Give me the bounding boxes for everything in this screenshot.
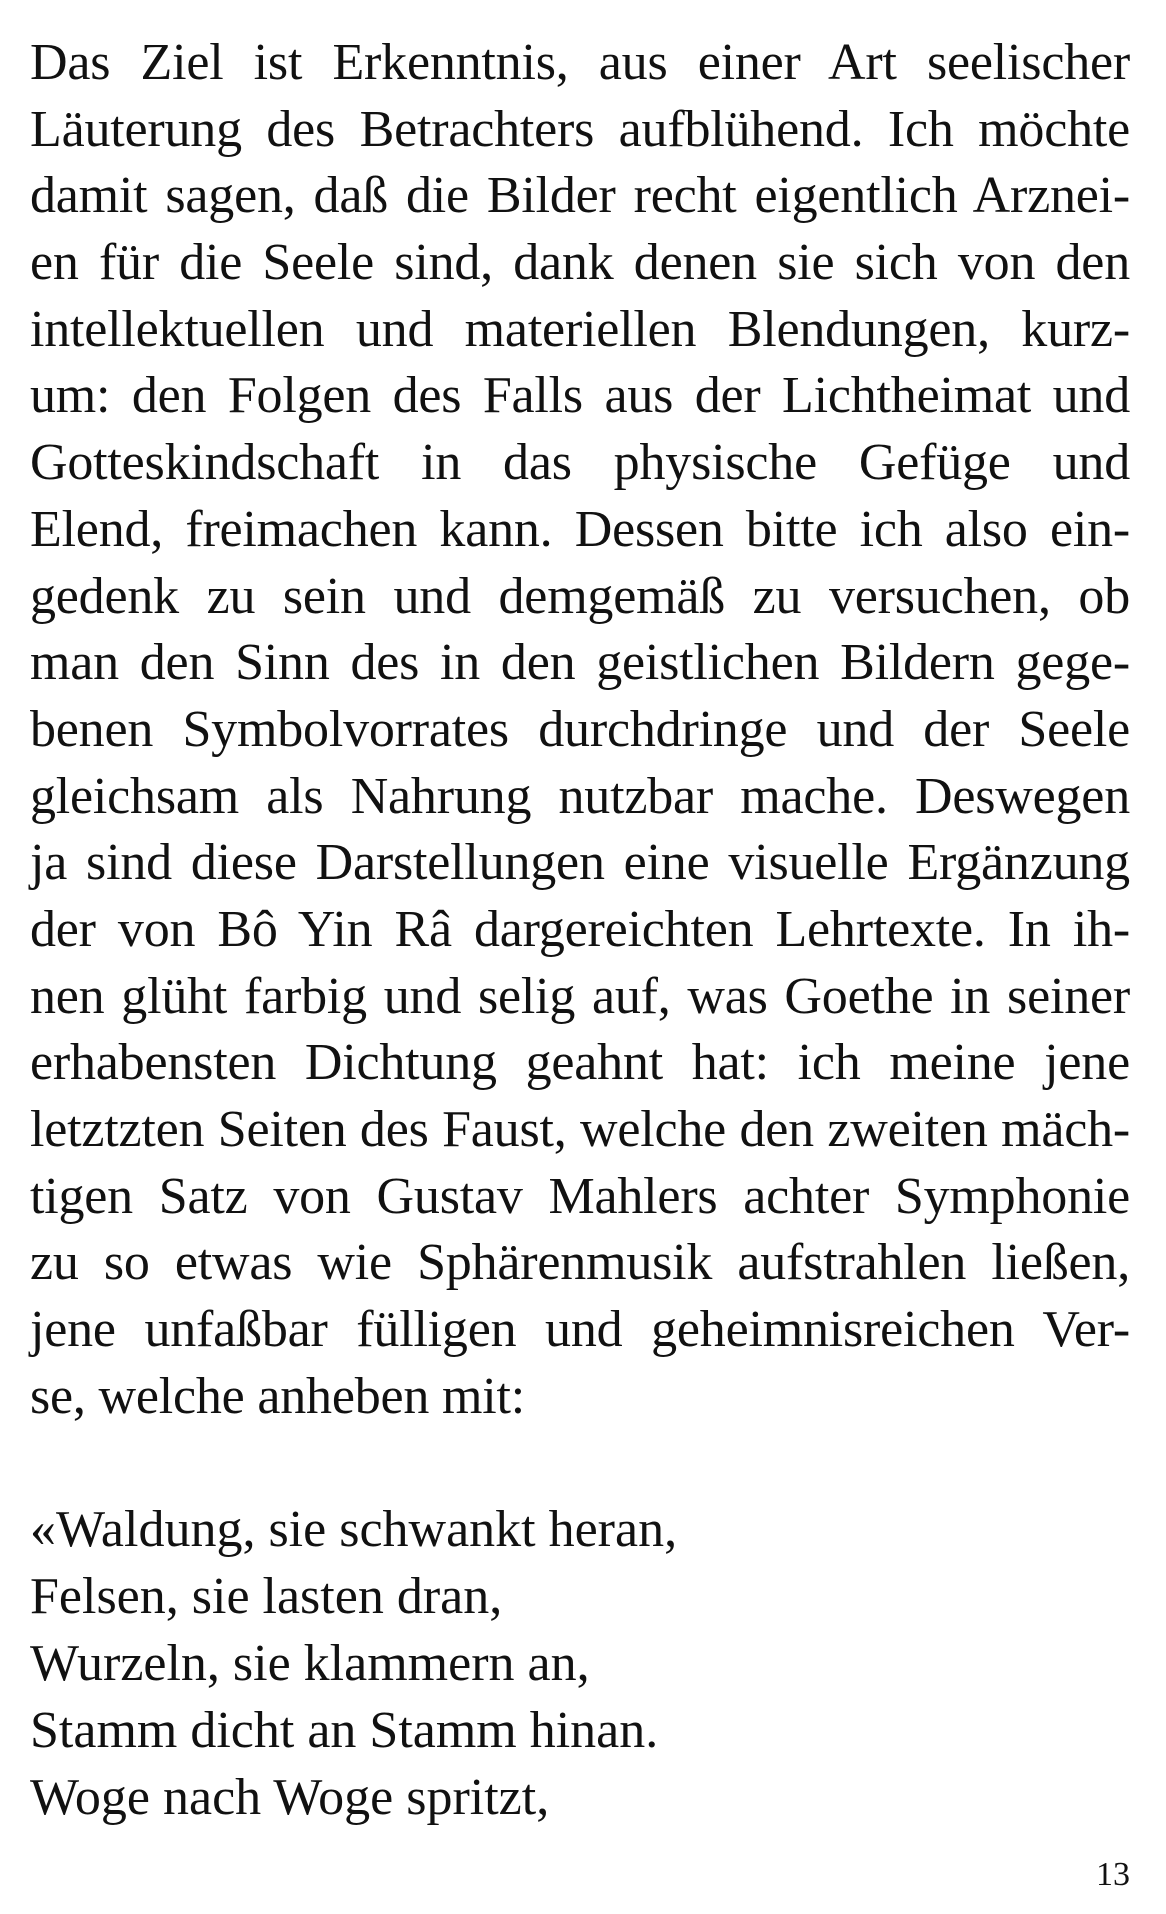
verse-line: Woge nach Woge spritzt, xyxy=(30,1769,550,1826)
paragraph-line: gedenk zu sein und demgemäß zu versuchen, ob xyxy=(30,567,1130,625)
paragraph-line: man den Sinn des in den geistlichen Bildern gege- xyxy=(30,634,1130,692)
paragraph-line: Elend, freimachen kann. Dessen bitte ich also ein- xyxy=(30,500,1130,558)
verse-line: «Waldung, sie schwankt heran, xyxy=(30,1501,678,1558)
paragraph-line: gleichsam als Nahrung nutzbar mache. Deswegen xyxy=(30,767,1130,825)
paragraph-line: intellektuellen und materiellen Blendungen, kurz- xyxy=(30,300,1130,358)
verse-line: Stamm dicht an Stamm hinan. xyxy=(30,1702,659,1759)
verse-line: Wurzeln, sie klammern an, xyxy=(30,1635,590,1692)
paragraph-line: se, welche anheben mit: xyxy=(30,1367,525,1425)
paragraph-line: um: den Folgen des Falls aus der Lichtheimat und xyxy=(30,367,1130,425)
paragraph-line: nen glüht farbig und selig auf, was Goethe in seiner xyxy=(30,967,1130,1025)
body-paragraph xyxy=(30,30,1130,1430)
paragraph-line: zu so etwas wie Sphärenmusik aufstrahlen ließen, xyxy=(30,1234,1130,1292)
paragraph-line: ja sind diese Darstellungen eine visuelle Ergänzung xyxy=(30,834,1130,892)
page-number: 13 xyxy=(1096,1856,1130,1893)
paragraph-line: en für die Seele sind, dank denen sie sich von den xyxy=(30,234,1130,292)
paragraph-line: tigen Satz von Gustav Mahlers achter Symphonie xyxy=(30,1167,1130,1225)
paragraph-line: Gotteskindschaft in das physische Gefüge und xyxy=(30,434,1130,492)
paragraph-line: jene unfaßbar fülligen und geheimnisreichen Ver- xyxy=(30,1301,1130,1359)
verse-line: Felsen, sie lasten dran, xyxy=(30,1568,503,1625)
paragraph-line: letztzten Seiten des Faust, welche den zweiten mäch- xyxy=(30,1101,1130,1158)
paragraph-line: Läuterung des Betrachters aufblühend. Ich möchte xyxy=(30,100,1130,158)
paragraph-line: erhabensten Dichtung geahnt hat: ich meine jene xyxy=(30,1034,1130,1092)
quoted-verse xyxy=(30,1496,1130,1831)
paragraph-line: der von Bô Yin Râ dargereichten Lehrtexte. In ih- xyxy=(30,900,1130,958)
paragraph-line: damit sagen, daß die Bilder recht eigentlich Arznei- xyxy=(30,167,1130,225)
paragraph-line: benen Symbolvorrates durchdringe und der Seele xyxy=(30,700,1130,758)
paragraph-line: Das Ziel ist Erkenntnis, aus einer Art seelischer xyxy=(30,34,1130,91)
